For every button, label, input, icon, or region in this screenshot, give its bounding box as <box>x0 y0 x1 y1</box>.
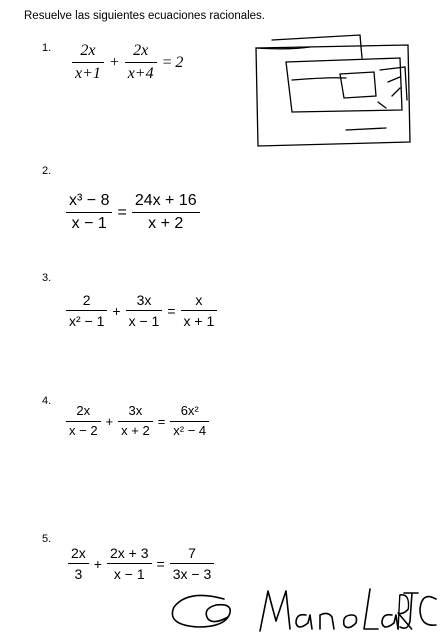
fraction: $\frac{7}{3x - 3}$ <box>170 545 215 582</box>
fraction: $\frac{\text{x³ − 8}}{x - 1}$ <box>66 192 112 234</box>
fraction: $\frac{2x + 3}{x - 1}$ <box>107 545 152 582</box>
fraction: $\frac{3x}{x + 2}$ <box>118 404 153 439</box>
fraction: $\frac{\text{6x²}}{\text{x² − 4}}$ <box>170 404 209 439</box>
signature-logo-icon <box>168 585 440 637</box>
problem-number-4: 4. <box>42 395 52 407</box>
fraction: $\frac{2}{\text{x² − 1}}$ <box>66 292 107 329</box>
problem-number-1: 1. <box>42 42 52 54</box>
fraction: $\frac{2x}{x+4}$ <box>125 42 157 84</box>
equation-5: $\frac{2x}{3}$ + $\frac{2x + 3}{x - 1}$ = $\frac{7}{3x - 3}$ <box>66 545 216 582</box>
problem-number-2: 2. <box>42 165 52 177</box>
rectangles-sketch-icon <box>250 30 420 150</box>
problem-number-3: 3. <box>42 272 52 284</box>
equation-4: $\frac{2x}{x - 2}$ + $\frac{3x}{x + 2}$ = $\frac{\text{6x²}}{\text{x² − 4}}$ <box>64 404 211 439</box>
fraction: $\frac{2x}{3}$ <box>68 545 89 582</box>
equation-2: $\frac{\text{x³ − 8}}{x - 1}$ = $\frac{24x + 16}{x + 2}$ <box>64 192 202 234</box>
equation-3: $\frac{2}{\text{x² − 1}}$ + $\frac{3x}{x - 1}$ = $\frac{x}{x + 1}$ <box>64 292 219 329</box>
problem-number-5: 5. <box>42 533 52 545</box>
instruction-text: Resuelve las siguientes ecuaciones racionales. <box>24 10 266 22</box>
fraction: $\frac{24x + 16}{x + 2}$ <box>132 192 200 234</box>
fraction: $\frac{3x}{x - 1}$ <box>126 292 163 329</box>
equation-1: $\frac{2x}{x+1}$ + $\frac{2x}{x+4}$ = 2 <box>70 42 183 84</box>
fraction: $\frac{2x}{x+1}$ <box>72 42 104 84</box>
fraction: $\frac{x}{x + 1}$ <box>181 292 218 329</box>
fraction: $\frac{2x}{x - 2}$ <box>66 404 101 439</box>
